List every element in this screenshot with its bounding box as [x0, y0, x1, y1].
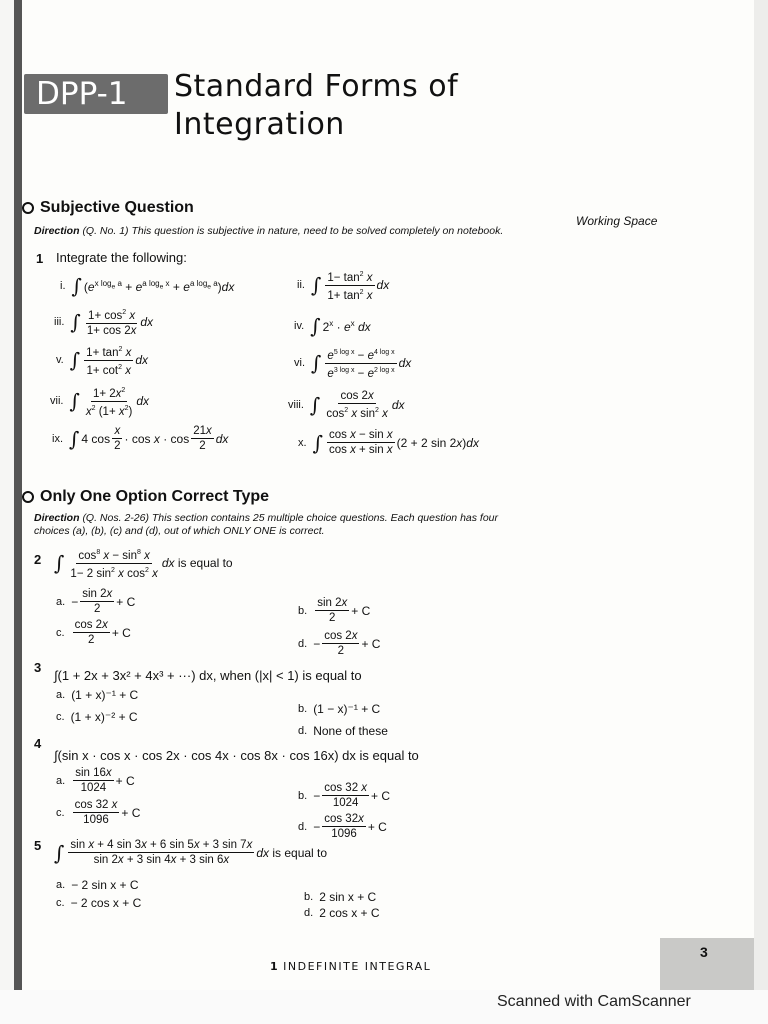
integral-v: v. ∫ $\frac{1+ \tan^2 x}{1+ \cot^2 x}$ dx — [56, 343, 148, 378]
mcq-direction: Direction (Q. Nos. 2-26) This section contains 25 multiple choice questions. Each question has four choices (a), (b), (c) and (d), out of which ONLY ONE is correct. — [34, 512, 499, 537]
question-5-stem: ∫ $\frac{\text{sin x + 4 sin 3x + 6 sin 5x + 3 sin 7x}}{\sin 2x + 3 \sin 4x + 3 \sin 6x}$ dx is equal to — [54, 839, 328, 866]
q5-option-c[interactable]: c. − 2 cos x + C — [56, 896, 142, 910]
page-title — [174, 68, 534, 144]
q4-option-c[interactable]: c. $\frac{\cos 32 x}{1096}$ + C — [56, 799, 141, 826]
q5-option-a[interactable]: a. − 2 sin x + C — [56, 878, 139, 892]
q3-option-d[interactable]: d. None of these — [298, 724, 388, 738]
q3-option-c[interactable]: c. (1 + x)⁻² + C — [56, 710, 138, 724]
q4-option-b[interactable]: b. − $\frac{\cos 32 x}{1024}$ + C — [298, 782, 391, 809]
integral-x: x. ∫ $\frac{\text{cos x − sin x}}{\text{cos x + sin x}}$ (2 + 2 sin 2x)dx — [298, 429, 479, 456]
integral-iv: iv. ∫ $2^x \cdot e^x$ dx — [294, 314, 371, 338]
question-number-3: 3 — [34, 660, 42, 675]
integral-vi: vi. ∫ $\frac{e^{5 log x} - e^{4 log x}}{e^{3 log x} - e^{2 log x}}$ dx — [294, 346, 411, 381]
integral-ii: ii. ∫ $\frac{1- \tan^2 x}{1+ \tan^2 x}$ dx — [297, 268, 389, 303]
section-bullet-icon — [22, 202, 34, 214]
question-number-4: 4 — [34, 736, 42, 751]
question-2-stem: ∫ $\frac{\cos^8 x - \sin^8 x}{1- 2 \sin^2 x \cos^2 x}$ dx is equal to — [54, 546, 233, 581]
chapter-footer: 1 INDEFINITE INTEGRAL — [270, 960, 432, 973]
integral-ix: ix. ∫ 4 cos $\frac{x}{2}$ · cos x · cos $\frac{21x}{2}$ dx — [52, 425, 229, 452]
title-line-1: Standard Forms of — [174, 69, 459, 104]
document-page — [14, 0, 754, 990]
q2-option-d[interactable]: d. − $\frac{\cos 2x}{2}$ + C — [298, 630, 381, 657]
q3-option-a[interactable]: a. (1 + x)⁻¹ + C — [56, 688, 139, 702]
subjective-direction: Direction (Q. No. 1) This question is subjective in nature, need to be solved completely on notebook. — [34, 225, 504, 237]
q2-option-b[interactable]: b. $\frac{\sin 2x}{2}$ + C — [298, 597, 371, 624]
section-bullet-icon — [22, 491, 34, 503]
question-number-5: 5 — [34, 838, 42, 853]
page-number-box — [660, 938, 754, 990]
integral-iii: iii. ∫ $\frac{1+ \cos^2 x}{1+ \cos 2x}$ dx — [54, 306, 153, 338]
integral-i: i. ∫ $(e^{x log_e a} + e^{a log_e x} + e^{a log_e a})dx$ — [60, 274, 235, 298]
scanner-watermark: Scanned with CamScanner — [497, 993, 691, 1010]
scan-right-edge — [754, 0, 768, 1024]
q4-option-a[interactable]: a. $\frac{\sin 16x}{1024}$ + C — [56, 767, 135, 794]
question-4-stem: ∫(sin x · cos x · cos 2x · cos 4x · cos 8x · cos 16x) dx is equal to — [54, 748, 419, 763]
question-1-text: Integrate the following: — [56, 250, 187, 265]
page-number: 3 — [700, 944, 708, 960]
question-number-2: 2 — [34, 552, 42, 567]
working-space-label: Working Space — [576, 214, 658, 228]
integral-vii: vii. ∫ $\frac{1+ 2x^2}{x^2 (1+ x^2)}$ dx — [50, 384, 149, 419]
subjective-heading: Subjective Question — [22, 199, 194, 217]
q5-option-b[interactable]: b. 2 sin x + C — [304, 890, 377, 904]
mcq-heading: Only One Option Correct Type — [22, 488, 269, 506]
question-3-stem: ∫(1 + 2x + 3x² + 4x³ + ···) dx, when (|x| < 1) is equal to — [54, 668, 362, 683]
page-spine-shadow — [14, 0, 22, 990]
q2-option-a[interactable]: a. − $\frac{\sin 2x}{2}$ + C — [56, 588, 136, 615]
q3-option-b[interactable]: b. (1 − x)⁻¹ + C — [298, 702, 381, 716]
question-number-1: 1 — [36, 251, 44, 266]
dpp-badge: DPP-1 — [24, 74, 168, 114]
title-line-2: Integration — [174, 107, 345, 142]
q5-option-d[interactable]: d. 2 cos x + C — [304, 906, 380, 920]
integral-viii: viii. ∫ $\frac{\cos 2x}{\cos^2 x \sin^2 x}$ dx — [288, 390, 405, 420]
q2-option-c[interactable]: c. $\frac{\cos 2x}{2}$ + C — [56, 619, 131, 646]
q4-option-d[interactable]: d. − $\frac{\cos 32x}{1096}$ + C — [298, 813, 387, 840]
